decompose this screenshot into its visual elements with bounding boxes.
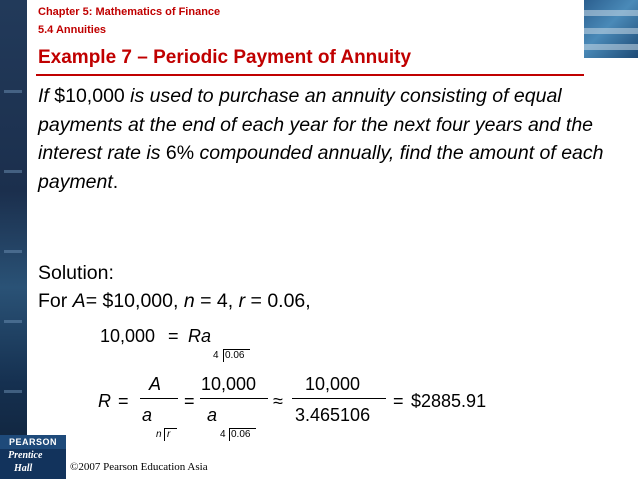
pearson-logo-hall: Hall: [14, 463, 33, 474]
pearson-logo-prentice: Prentice: [8, 450, 43, 461]
equation2-equals2: =: [184, 391, 195, 411]
fraction3-bar: [292, 398, 386, 399]
fraction1-bar: [140, 398, 178, 399]
payment-result: $2885.91: [411, 391, 487, 411]
solution-label: Solution:: [38, 262, 114, 284]
equation1-rhs: Ra: [188, 326, 212, 346]
fraction3-denominator: 3.465106: [295, 405, 371, 425]
fraction2-subscript-rate: 0.06: [231, 429, 251, 440]
equation1-equals: =: [168, 326, 179, 346]
equation2-equals3: =: [393, 391, 404, 411]
copyright-notice: ©2007 Pearson Education Asia: [70, 461, 208, 473]
side-decoration-bar: [0, 0, 27, 479]
fraction2-numerator: 10,000: [201, 374, 257, 394]
fraction2-denominator: a: [207, 405, 218, 425]
book-cover-image: [584, 0, 638, 58]
equation1-subscript-n: 4: [213, 350, 219, 361]
chapter-heading: Chapter 5: Mathematics of Finance: [38, 6, 221, 18]
fraction1-denominator: a: [142, 405, 153, 425]
equation1-lhs: 10,000: [100, 326, 156, 346]
fraction1-numerator: A: [149, 374, 162, 394]
fraction2-subscript-n: 4: [220, 429, 226, 440]
equation2-equals1: =: [118, 391, 129, 411]
fraction1-subscript-r: r: [167, 429, 171, 440]
approx-symbol: ≈: [273, 391, 283, 411]
section-heading: 5.4 Annuities: [38, 24, 107, 36]
pearson-logo: [0, 435, 66, 479]
problem-statement: If $10,000 is used to purchase an annuity consisting of equal payments at the end of each year for the next four years and the interest rate is 6% compounded annually, find the amount of each payment.: [38, 85, 604, 193]
equation1-subscript-rate: 0.06: [225, 350, 245, 361]
solution-given-values: For A= $10,000, n = 4, r = 0.06,: [38, 290, 311, 312]
equation2-R: R: [98, 391, 111, 411]
title-divider: [36, 74, 584, 76]
fraction1-subscript-n: n: [156, 429, 162, 440]
pearson-logo-word: PEARSON: [0, 435, 66, 449]
slide-title: Example 7 – Periodic Payment of Annuity: [38, 47, 412, 68]
fraction3-numerator: 10,000: [305, 374, 361, 394]
fraction2-bar: [200, 398, 268, 399]
fraction1-angle-symbol: [164, 428, 177, 441]
